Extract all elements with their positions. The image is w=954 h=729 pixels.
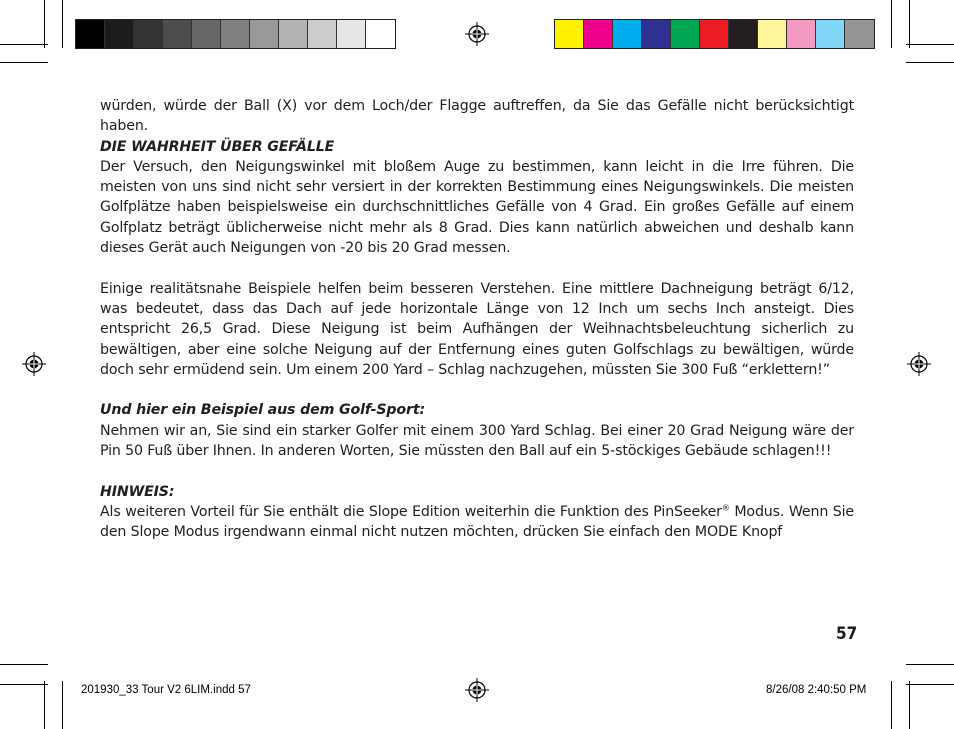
heading-truth-about-slopes: DIE WAHRHEIT ÜBER GEFÄLLE <box>100 138 335 155</box>
crop-mark-bl-h <box>0 664 48 665</box>
crop-mark-br-v <box>909 681 910 729</box>
color-swatch <box>584 20 613 48</box>
page-body <box>100 96 854 543</box>
process-color-bar <box>554 19 875 49</box>
crop-mark-bl-v <box>44 681 45 729</box>
color-swatch <box>787 20 816 48</box>
crop-mark-tl-v2 <box>62 0 63 48</box>
color-swatch <box>642 20 671 48</box>
crop-mark-tl-v <box>44 0 45 48</box>
heading-note: HINWEIS: <box>100 483 175 500</box>
color-swatch <box>758 20 787 48</box>
color-swatch <box>613 20 642 48</box>
registration-mark-icon <box>907 352 931 376</box>
paragraph-intro: würden, würde der Ball (X) vor dem Loch/der Flagge auftreffen, da Sie das Gefälle nicht berücksichtigt haben. <box>100 98 854 135</box>
color-swatch <box>555 20 584 48</box>
gray-swatch <box>308 20 337 48</box>
gray-swatch <box>105 20 134 48</box>
registered-mark: ® <box>721 503 730 513</box>
gray-swatch <box>76 20 105 48</box>
color-swatch <box>816 20 845 48</box>
heading-golf-example: Und hier ein Beispiel aus dem Golf-Sport: <box>100 402 425 419</box>
slug-timestamp: 8/26/08 2:40:50 PM <box>766 684 867 696</box>
crop-mark-tr-h <box>906 44 954 45</box>
registration-mark-icon <box>465 678 489 702</box>
grayscale-color-bar <box>75 19 396 49</box>
crop-mark-br-v2 <box>891 681 892 729</box>
registration-mark-icon <box>465 22 489 46</box>
gray-swatch <box>279 20 308 48</box>
crop-mark-bl-h2 <box>0 684 48 685</box>
crop-mark-tl-h <box>0 44 48 45</box>
slug-file-info: 201930_33 Tour V2 6LIM.indd 57 <box>81 684 251 696</box>
color-swatch <box>729 20 758 48</box>
color-swatch <box>700 20 729 48</box>
paragraph-golf-example: Nehmen wir an, Sie sind ein starker Golfer mit einem 300 Yard Schlag. Bei einer 20 Grad Neigung wäre der Pin 50 Fuß über Ihnen. In anderen Worten, Sie müssten den Ball auf ein 5-stöckiges Gebäude schlagen!!! <box>100 422 854 460</box>
color-swatch <box>671 20 700 48</box>
registration-mark-icon <box>22 352 46 376</box>
gray-swatch <box>192 20 221 48</box>
paragraph-real-examples: Einige realitätsnahe Beispiele helfen beim besseren Verstehen. Eine mittlere Dachneigung beträgt 6/12, was bedeutet, dass das Dach auf jede horizontale Länge von 12 Inch um sechs Inch ansteigt. Dies entspricht 26,5 Grad. Diese Neigung ist beim Aufhängen der Weihnachtsbeleuchtung sicherlich zu bewältigen, aber eine solche Neigung auf der Entfernung eines guten Golfschlags zu bewältigen, würde doch sehr ermüdend sein. Um einem 200 Yard – Schlag nachzugehen, müssten Sie 300 Fuß “erklettern!” <box>100 280 854 378</box>
crop-mark-br-h2 <box>906 684 954 685</box>
gray-swatch <box>163 20 192 48</box>
crop-mark-tl-h2 <box>0 62 48 63</box>
gray-swatch <box>221 20 250 48</box>
crop-mark-tr-h2 <box>906 62 954 63</box>
crop-mark-tr-v <box>909 0 910 48</box>
gray-swatch <box>337 20 366 48</box>
crop-mark-tr-v2 <box>891 0 892 48</box>
gray-swatch <box>134 20 163 48</box>
paragraph-note: Als weiteren Vorteil für Sie enthält die Slope Edition weiterhin die Funktion des PinSeeker® Modus. Wenn Sie den Slope Modus irgendwann einmal nicht nutzen möchten, drücken Sie einfach den MODE Knopf <box>100 503 854 541</box>
crop-mark-bl-v2 <box>62 681 63 729</box>
gray-swatch <box>250 20 279 48</box>
color-swatch <box>845 20 874 48</box>
gray-swatch <box>366 20 395 48</box>
page-number: 57 <box>836 624 858 644</box>
crop-mark-br-h <box>906 664 954 665</box>
paragraph-slope-estimation: Der Versuch, den Neigungswinkel mit bloßem Auge zu bestimmen, kann leicht in die Irre führen. Die meisten von uns sind nicht sehr versiert in der korrekten Bestimmung eines Neigungswinkels. Die meisten Golfplätze haben beispielsweise ein durchschnittliches Gefälle von 4 Grad. Ein großes Gefälle auf einem Golfplatz beträgt üblicherweise nicht mehr als 8 Grad. Dies kann natürlich abweichen und deshalb kann dieses Gerät auch Neigungen von -20 bis 20 Grad messen. <box>100 158 854 257</box>
